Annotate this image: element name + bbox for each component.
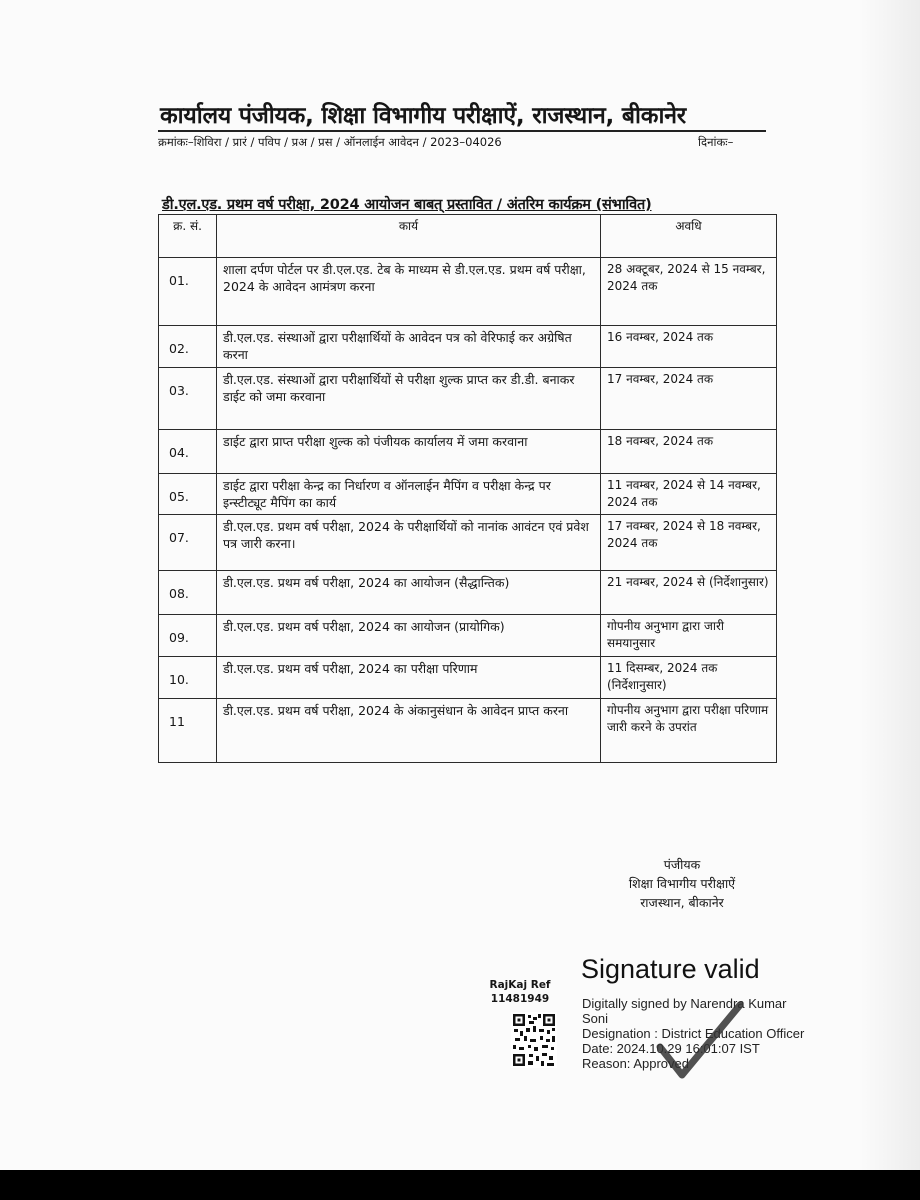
- table-row: [159, 368, 777, 430]
- schedule-table: [158, 214, 777, 763]
- title-underline: [158, 130, 766, 132]
- row-task: डाईट द्वारा प्राप्त परीक्षा शुल्क को पंजीयक कार्यालय में जमा करवाना: [217, 430, 601, 474]
- signatory-location: राजस्थान, बीकानेर: [640, 895, 724, 910]
- checkmark-icon: [640, 995, 750, 1085]
- column-header-period: अवधि: [601, 215, 777, 258]
- row-task: डाईट द्वारा परीक्षा केन्द्र का निर्धारण व ऑनलाईन मैपिंग व परीक्षा केन्द्र पर इन्स्टीट्यूट मैपिंग का कार्य: [217, 474, 601, 515]
- designation: Designation : District Education Officer: [582, 1026, 805, 1041]
- row-period: 11 दिसम्बर, 2024 तक (निर्देशानुसार): [601, 657, 777, 699]
- row-period: 17 नवम्बर, 2024 तक: [601, 368, 777, 430]
- row-number: 11: [159, 699, 217, 763]
- row-number: 09.: [159, 615, 217, 657]
- page-edge-shadow: [860, 0, 920, 1170]
- office-title: कार्यालय पंजीयक, शिक्षा विभागीय परीक्षाऐं, राजस्थान, बीकानेर: [160, 103, 686, 129]
- reason: Reason: Approved: [582, 1056, 689, 1071]
- table-row: [159, 258, 777, 326]
- row-number: 05.: [159, 474, 217, 515]
- signed-by: Digitally signed by Narendra Kumar Soni: [582, 996, 787, 1026]
- row-period: गोपनीय अनुभाग द्वारा जारी समयानुसार: [601, 615, 777, 657]
- table-row: [159, 699, 777, 763]
- rajkaj-number: 11481949: [490, 993, 550, 1005]
- column-header-task: कार्य: [217, 215, 601, 258]
- date-label: दिनांकः–: [698, 135, 734, 149]
- row-period: 16 नवम्बर, 2024 तक: [601, 326, 777, 368]
- table-row: [159, 615, 777, 657]
- rajkaj-label: RajKaj Ref: [489, 979, 551, 991]
- signatory-block: [592, 855, 772, 912]
- table-row: [159, 515, 777, 571]
- reference-number: क्रमांकः–शिविरा / प्रारं / पविप / प्रअ / प्रस / ऑनलाईन आवेदन / 2023–04026: [158, 135, 502, 149]
- table-row: [159, 657, 777, 699]
- row-number: 07.: [159, 515, 217, 571]
- table-row: [159, 571, 777, 615]
- table-header-row: [159, 215, 777, 258]
- table-row: [159, 326, 777, 368]
- row-task: डी.एल.एड. प्रथम वर्ष परीक्षा, 2024 का आयोजन (प्रायोगिक): [217, 615, 601, 657]
- row-period: 28 अक्टूबर, 2024 से 15 नवम्बर, 2024 तक: [601, 258, 777, 326]
- row-task: डी.एल.एड. प्रथम वर्ष परीक्षा, 2024 के अंकानुसंधान के आवेदन प्राप्त करना: [217, 699, 601, 763]
- row-number: 04.: [159, 430, 217, 474]
- table-row: [159, 474, 777, 515]
- signatory-title: पंजीयक: [663, 857, 701, 872]
- row-period: गोपनीय अनुभाग द्वारा परीक्षा परिणाम जारी करने के उपरांत: [601, 699, 777, 763]
- row-task: डी.एल.एड. संस्थाओं द्वारा परीक्षार्थियों के आवेदन पत्र को वेरिफाई कर अग्रेषित करना: [217, 326, 601, 368]
- row-task: शाला दर्पण पोर्टल पर डी.एल.एड. टेब के माध्यम से डी.एल.एड. प्रथम वर्ष परीक्षा, 2024 के आवेदन आमंत्रण करना: [217, 258, 601, 326]
- row-task: डी.एल.एड. संस्थाओं द्वारा परीक्षार्थियों से परीक्षा शुल्क प्राप्त कर डी.डी. बनाकर डाईट को जमा करवाना: [217, 368, 601, 430]
- signature-status: Signature valid: [581, 954, 760, 984]
- row-number: 08.: [159, 571, 217, 615]
- schedule-heading: डी.एल.एड. प्रथम वर्ष परीक्षा, 2024 आयोजन बाबत् प्रस्तावित / अंतरिम कार्यक्रम (संभावित): [162, 197, 652, 213]
- row-period: 21 नवम्बर, 2024 से (निर्देशानुसार): [601, 571, 777, 615]
- row-period: 17 नवम्बर, 2024 से 18 नवम्बर, 2024 तक: [601, 515, 777, 571]
- row-number: 03.: [159, 368, 217, 430]
- table-row: [159, 430, 777, 474]
- signatory-department: शिक्षा विभागीय परीक्षाऐं: [628, 876, 736, 891]
- row-task: डी.एल.एड. प्रथम वर्ष परीक्षा, 2024 का परीक्षा परिणाम: [217, 657, 601, 699]
- row-period: 11 नवम्बर, 2024 से 14 नवम्बर, 2024 तक: [601, 474, 777, 515]
- row-period: 18 नवम्बर, 2024 तक: [601, 430, 777, 474]
- row-number: 10.: [159, 657, 217, 699]
- row-number: 02.: [159, 326, 217, 368]
- row-number: 01.: [159, 258, 217, 326]
- row-task: डी.एल.एड. प्रथम वर्ष परीक्षा, 2024 का आयोजन (सैद्धान्तिक): [217, 571, 601, 615]
- column-header-serial: क्र. सं.: [159, 215, 217, 258]
- row-task: डी.एल.एड. प्रथम वर्ष परीक्षा, 2024 के परीक्षार्थियों को नानांक आवंटन एवं प्रवेश पत्र जारी करना।: [217, 515, 601, 571]
- signed-date: Date: 2024.10.29 16:01:07 IST: [582, 1041, 760, 1056]
- qr-code-icon: [511, 1012, 557, 1068]
- rajkaj-reference: [487, 978, 553, 1006]
